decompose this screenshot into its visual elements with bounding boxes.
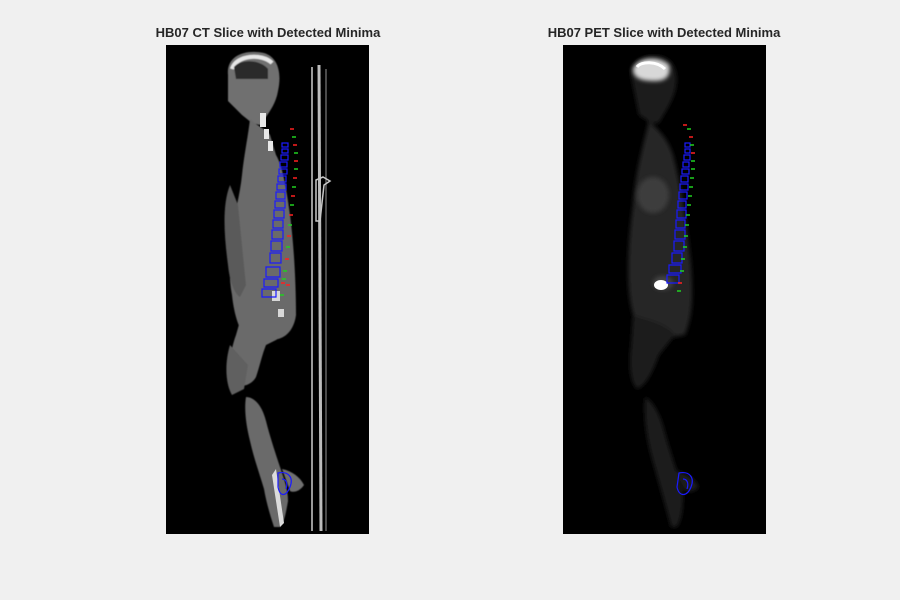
pet-image: [563, 45, 766, 534]
pet-panel-title: HB07 PET Slice with Detected Minima: [547, 25, 781, 40]
ct-image: [166, 45, 369, 534]
ct-table-rails: [312, 65, 330, 531]
pet-body: [628, 56, 699, 527]
pet-sagittal-slice: [563, 45, 766, 534]
ct-sagittal-slice: [166, 45, 369, 534]
ct-panel-title: HB07 CT Slice with Detected Minima: [155, 25, 381, 40]
